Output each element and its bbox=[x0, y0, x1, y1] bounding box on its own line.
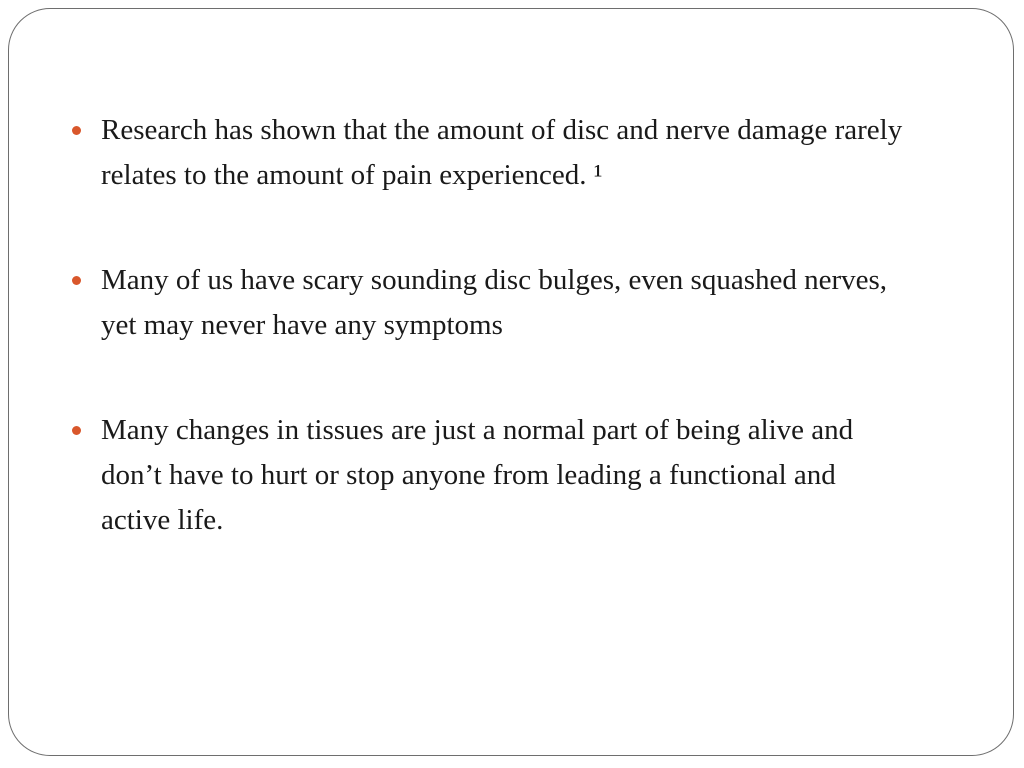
bullet-line: Research has shown that the amount of disc and nerve damage rarely bbox=[101, 114, 903, 146]
bullet-line: active life. bbox=[101, 504, 224, 536]
bullet-text bbox=[101, 258, 887, 348]
bullet-text bbox=[101, 408, 853, 543]
bullet-text bbox=[101, 108, 902, 198]
bullet-dot-icon bbox=[72, 426, 81, 435]
bullet-dot-icon bbox=[72, 276, 81, 285]
bullet-line: don’t have to hurt or stop anyone from leading a functional and bbox=[101, 459, 836, 491]
bullet-line: relates to the amount of pain experienced. ¹ bbox=[101, 159, 603, 191]
bullet-dot-icon bbox=[72, 126, 81, 135]
bullet-line: Many of us have scary sounding disc bulges, even squashed nerves, bbox=[101, 264, 888, 296]
bullet-line: Many changes in tissues are just a normal part of being alive and bbox=[101, 414, 854, 446]
bullet-line: yet may never have any symptoms bbox=[101, 309, 503, 341]
